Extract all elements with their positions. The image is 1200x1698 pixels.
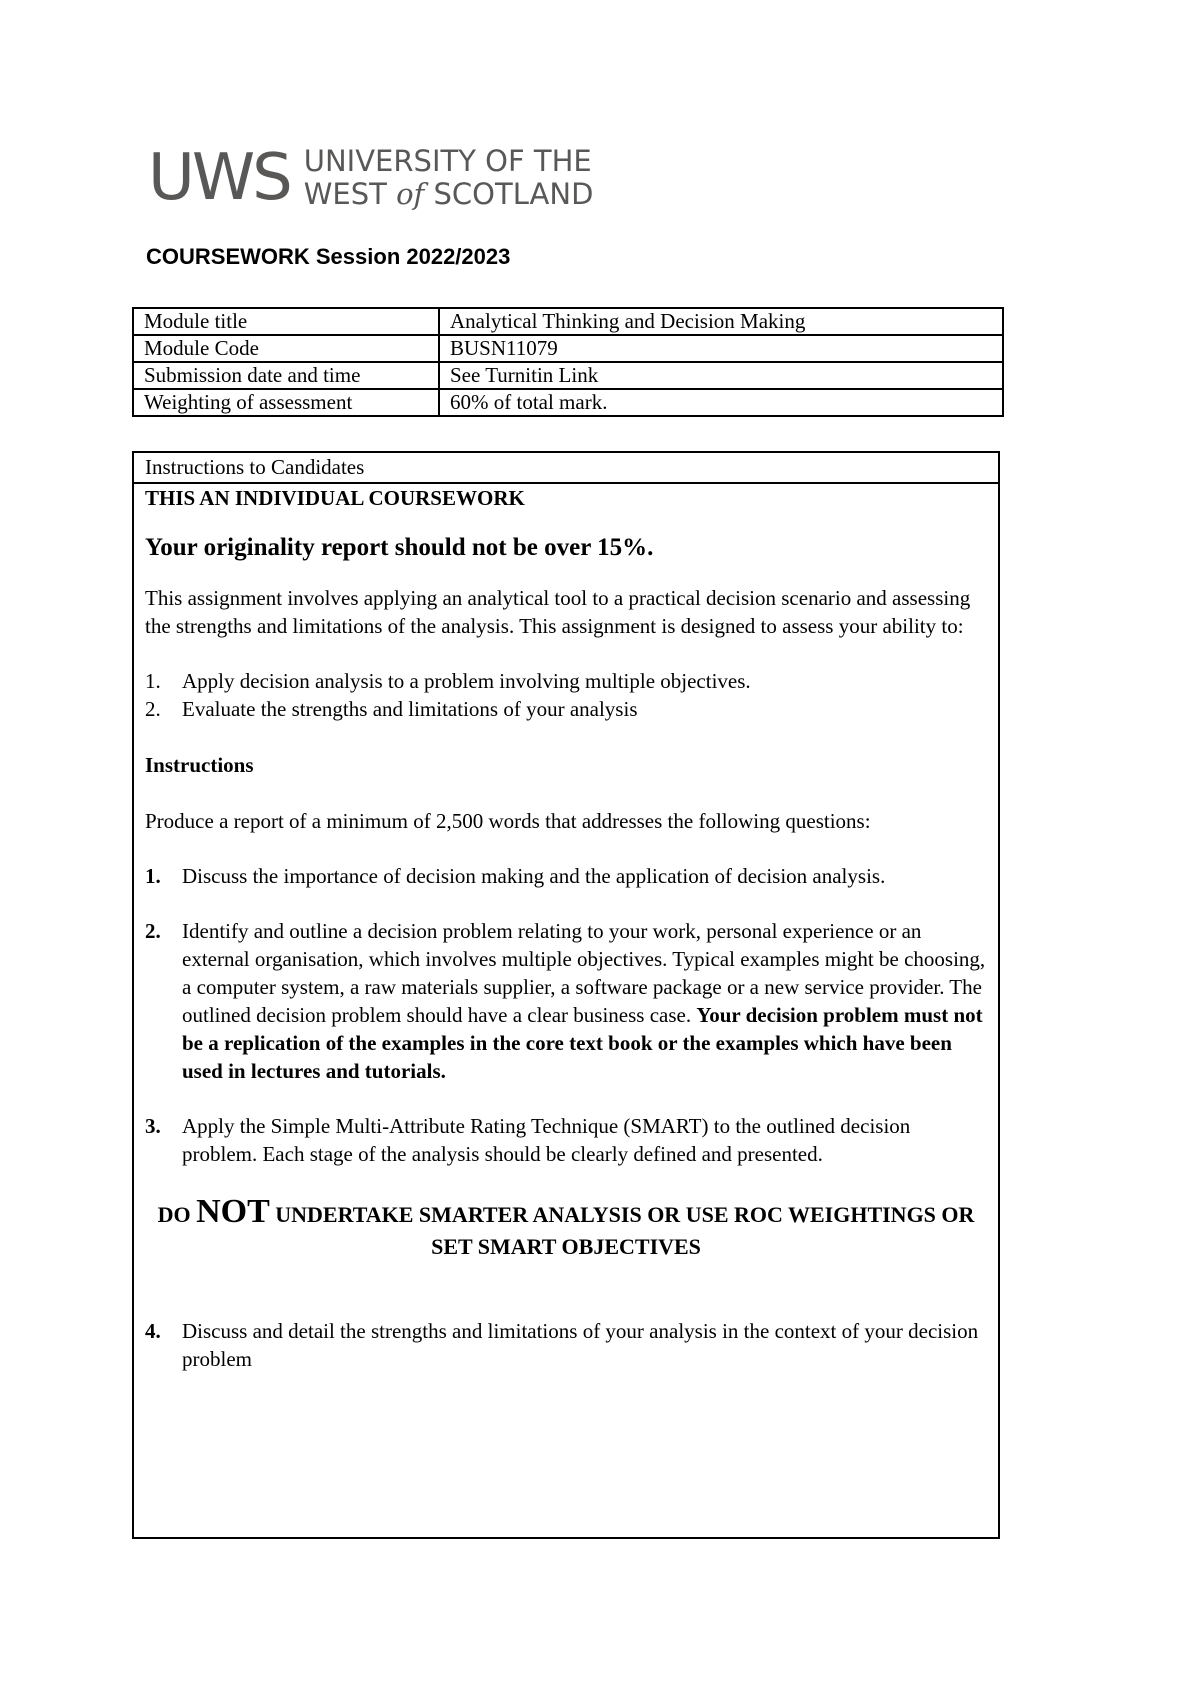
row-label: Submission date and time <box>133 362 439 389</box>
questions-list-continued <box>145 1317 987 1373</box>
table-row <box>133 362 1003 389</box>
table-row <box>133 389 1003 416</box>
questions-list <box>145 862 987 1168</box>
row-value: BUSN11079 <box>439 335 1003 362</box>
logo-wordmark <box>304 145 594 211</box>
instructions-header: Instructions to Candidates <box>134 453 998 484</box>
objectives-list <box>145 667 987 723</box>
individual-notice: THIS AN INDIVIDUAL COURSEWORK <box>145 486 525 510</box>
question-item: 4. Discuss and detail the strengths and limitations of your analysis in the context of your decision problem <box>145 1319 979 1371</box>
originality-notice: Your originality report should not be over 15%. <box>145 534 654 561</box>
question-item: 3. Apply the Simple Multi-Attribute Rating Technique (SMART) to the outlined decision problem. Each stage of the analysis should be clearly defined and presented. <box>145 1114 911 1166</box>
module-info-table <box>132 307 1004 417</box>
instructions-box <box>132 451 1000 1539</box>
question-item: 1. Discuss the importance of decision making and the application of decision analysis. <box>145 864 886 888</box>
assignment-intro: This assignment involves applying an analytical tool to a practical decision scenario and assessing the strengths and limitations of the analysis. This assignment is designed to assess your ability to: <box>145 586 971 638</box>
row-label: Module Code <box>133 335 439 362</box>
session-title: COURSEWORK Session 2022/2023 <box>146 244 511 269</box>
instructions-heading: Instructions <box>145 753 254 777</box>
row-value: See Turnitin Link <box>439 362 1003 389</box>
question-item: 2. Identify and outline a decision problem relating to your work, personal experience or an external organisation, which involves multiple objectives. Typical examples might be choosing, a computer system, a raw materials supplier, a software package or a new service provider. The outlined decision problem should have a clear business case. Your decision problem must not be a replication of the examples in the core text book or the examples which have been used in lectures and tutorials. <box>145 919 986 1083</box>
table-row <box>133 308 1003 335</box>
instructions-body <box>134 484 998 1373</box>
row-value: 60% of total mark. <box>439 389 1003 416</box>
table-row <box>133 335 1003 362</box>
logo-line-1: UNIVERSITY OF THE <box>303 144 592 178</box>
row-label: Module title <box>133 308 439 335</box>
list-item: 1. Apply decision analysis to a problem involving multiple objectives. <box>145 669 751 693</box>
row-value: Analytical Thinking and Decision Making <box>439 308 1003 335</box>
smarter-warning: DO NOT UNDERTAKE SMARTER ANALYSIS OR USE ROC WEIGHTINGS OR SET SMART OBJECTIVES <box>157 1193 975 1259</box>
row-label: Weighting of assessment <box>133 389 439 416</box>
logo-line-2: WEST of SCOTLAND <box>303 177 594 211</box>
report-intro: Produce a report of a minimum of 2,500 words that addresses the following questions: <box>145 809 871 833</box>
list-item: 2. Evaluate the strengths and limitations of your analysis <box>145 697 638 721</box>
university-logo <box>148 138 593 218</box>
logo-mark: UWS <box>148 141 290 215</box>
